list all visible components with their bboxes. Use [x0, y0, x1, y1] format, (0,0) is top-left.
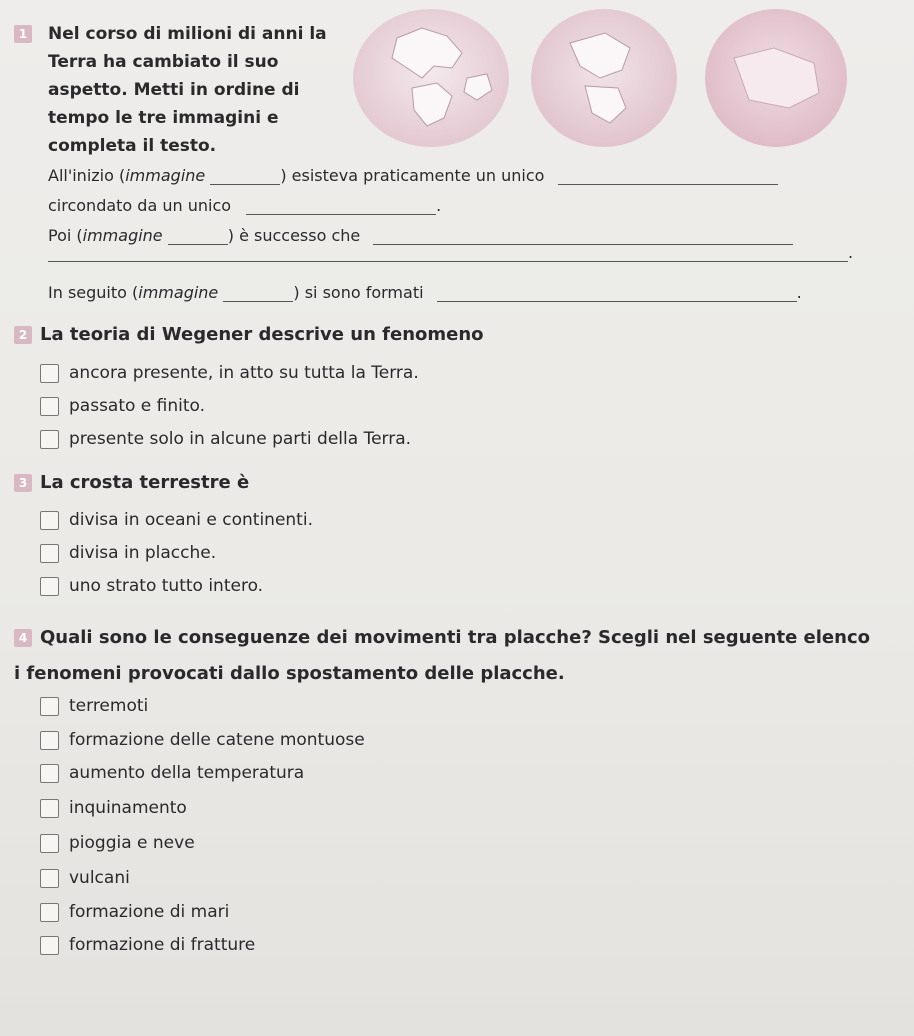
checkbox[interactable] — [40, 764, 59, 783]
checkbox[interactable] — [40, 364, 59, 383]
option-item[interactable]: vulcani — [40, 865, 130, 891]
option-item[interactable]: inquinamento — [40, 795, 187, 821]
option-item[interactable]: divisa in placche. — [40, 540, 216, 566]
checkbox[interactable] — [40, 834, 59, 853]
fill-line-4: . — [48, 243, 853, 262]
exercise-2-question: 2 La teoria di Wegener descrive un fenomeno — [14, 324, 484, 345]
exercise-1-text: Nel corso di milioni di anni la Terra ha cambiato il suo aspetto. Metti in ordine di tempo le tre immagini e completa il testo. — [48, 24, 327, 156]
blank-answer-1[interactable] — [558, 168, 778, 185]
fill-line-3: Poi (immagine ) è successo che — [48, 226, 793, 245]
checkbox[interactable] — [40, 731, 59, 750]
fill-line-5: In seguito (immagine ) si sono formati . — [48, 283, 802, 302]
globe-image-a — [352, 8, 510, 148]
checkbox[interactable] — [40, 936, 59, 955]
exercise-number-badge: 2 — [14, 326, 32, 344]
checkbox[interactable] — [40, 544, 59, 563]
option-item[interactable]: formazione di fratture — [40, 932, 255, 958]
checkbox[interactable] — [40, 511, 59, 530]
option-item[interactable]: presente solo in alcune parti della Terra. — [40, 426, 411, 452]
exercise-4-question: 4 Quali sono le conseguenze dei movimenti tra placche? Scegli nel seguente elenco i fenomeni provocati dallo spostamento delle placche. — [14, 627, 870, 684]
blank-answer-2[interactable] — [246, 198, 436, 215]
checkbox[interactable] — [40, 869, 59, 888]
option-item[interactable]: pioggia e neve — [40, 830, 195, 856]
exercise-1-prompt — [18, 20, 348, 160]
checkbox[interactable] — [40, 697, 59, 716]
blank-image-1[interactable] — [210, 168, 280, 185]
exercise-3-question: 3 La crosta terrestre è — [14, 472, 249, 493]
exercise-number-badge: 4 — [14, 629, 32, 647]
option-item[interactable]: formazione di mari — [40, 899, 229, 925]
checkbox[interactable] — [40, 397, 59, 416]
blank-answer-5[interactable] — [437, 285, 797, 302]
option-item[interactable]: passato e finito. — [40, 393, 205, 419]
globe-image-c — [704, 8, 848, 148]
checkbox[interactable] — [40, 577, 59, 596]
fill-line-1: All'inizio (immagine ) esisteva praticamente un unico — [48, 166, 778, 185]
option-item[interactable]: divisa in oceani e continenti. — [40, 507, 313, 533]
option-item[interactable]: terremoti — [40, 693, 148, 719]
exercise-number-badge: 1 — [14, 25, 32, 43]
option-item[interactable]: formazione delle catene montuose — [40, 727, 365, 753]
checkbox[interactable] — [40, 799, 59, 818]
option-item[interactable]: aumento della temperatura — [40, 760, 304, 786]
option-item[interactable]: uno strato tutto intero. — [40, 573, 263, 599]
blank-answer-4[interactable] — [48, 245, 848, 262]
fill-line-2: circondato da un unico . — [48, 196, 442, 215]
blank-image-3[interactable] — [223, 285, 293, 302]
checkbox[interactable] — [40, 903, 59, 922]
exercise-number-badge: 3 — [14, 474, 32, 492]
option-item[interactable]: ancora presente, in atto su tutta la Terra. — [40, 360, 419, 386]
checkbox[interactable] — [40, 430, 59, 449]
globe-image-b — [530, 8, 678, 148]
